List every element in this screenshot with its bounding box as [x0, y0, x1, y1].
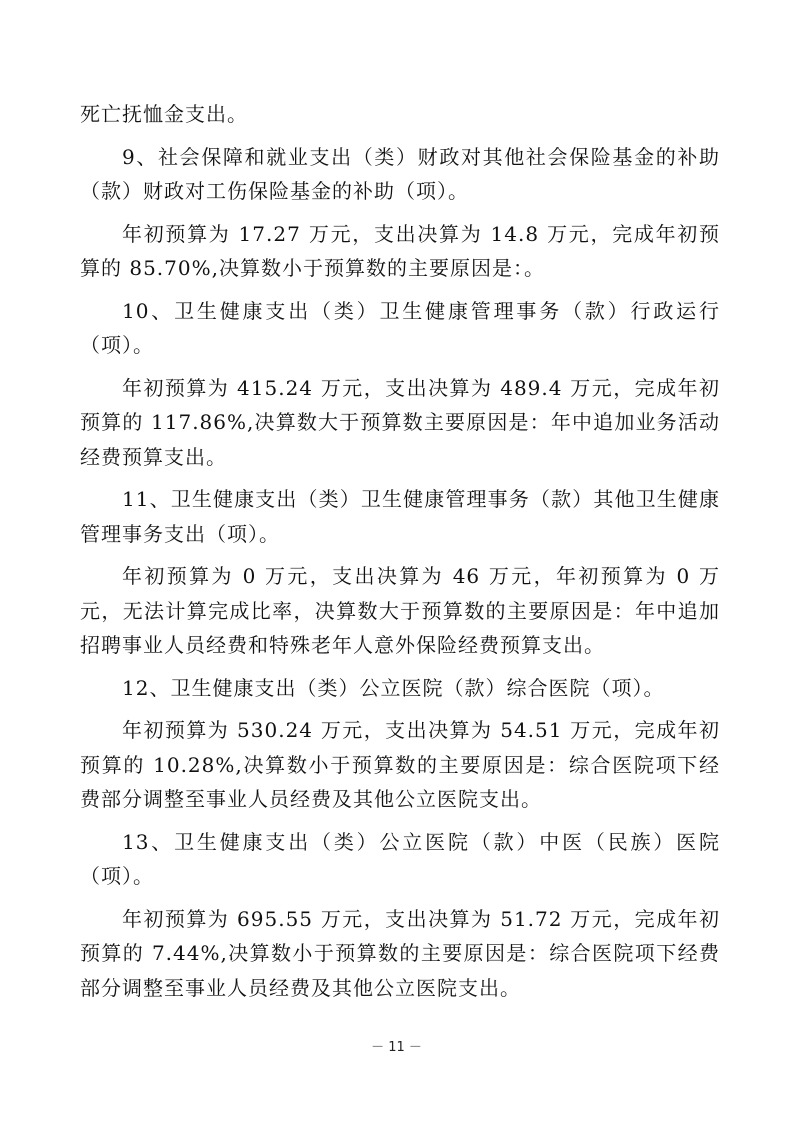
item-10-detail: 年初预算为 415.24 万元，支出决算为 489.4 万元，完成年初预算的 117.86%,决算数大于预算数主要原因是：年中追加业务活动经费预算支出。	[80, 375, 720, 469]
item-10-heading: 10、卫生健康支出（类）卫生健康管理事务（款）行政运行（项）。	[80, 298, 720, 357]
item-9-heading: 9、社会保障和就业支出（类）财政对其他社会保险基金的补助（款）财政对工伤保险基金的补助（项）。	[80, 144, 720, 203]
item-12-heading: 12、卫生健康支出（类）公立医院（款）综合医院（项）。	[122, 675, 665, 700]
item-11-heading: 11、卫生健康支出（类）卫生健康管理事务（款）其他卫生健康管理事务支出（项）。	[80, 487, 720, 546]
item-13-detail: 年初预算为 695.55 万元，支出决算为 51.72 万元，完成年初预算的 7.44%,决算数小于预算数的主要原因是：综合医院项下经费部分调整至事业人员经费及其他公立医院支出。	[80, 906, 720, 1000]
item-12-detail: 年初预算为 530.24 万元，支出决算为 54.51 万元，完成年初预算的 10.28%,决算数小于预算数的主要原因是：综合医院项下经费部分调整至事业人员经费及其他公立医院支出。	[80, 718, 720, 811]
page-number: － 11 －	[371, 1040, 422, 1055]
item-13-heading: 13、卫生健康支出（类）公立医院（款）中医（民族）医院（项）。	[80, 829, 720, 888]
document-body	[80, 97, 720, 1013]
paragraph-continuation: 死亡抚恤金支出。	[80, 102, 248, 126]
item-11-detail: 年初预算为 0 万元，支出决算为 46 万元，年初预算为 0 万元，无法计算完成比率，决算数大于预算数的主要原因是：年中追加招聘事业人员经费和特殊老年人意外保险经费预算支出。	[80, 564, 720, 657]
item-9-detail: 年初预算为 17.27 万元，支出决算为 14.8 万元，完成年初预算的 85.70%,决算数小于预算数的主要原因是：。	[80, 221, 720, 280]
